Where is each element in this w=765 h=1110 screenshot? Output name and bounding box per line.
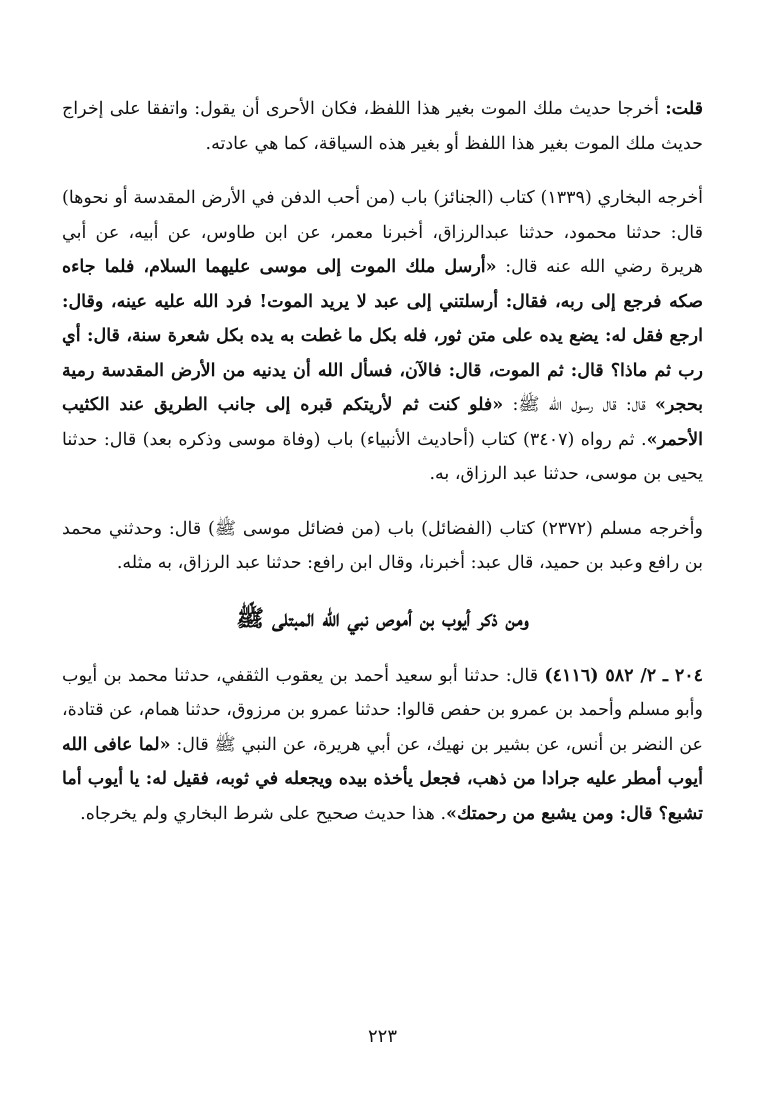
paragraph-author-note [62,92,703,161]
section-heading: ومن ذكر أيوب بن أموص نبي الله المبتلى ﷺ [236,604,529,632]
hadith-text-2: «فلو كنت ثم لأريتكم قبره إلى جانب الطريق عند الكثيب الأحمر» [62,395,703,450]
paragraph-hadith-204 [62,659,703,832]
takhrij-text-3: . ثم رواه (٣٤٠٧) كتاب (أحاديث الأنبياء) باب (وفاة موسى وذكره بعد) قال: حدثنا يحيى بن موسى، حدثنا عبد الرزاق، به. [62,429,703,484]
muslim-text: وأخرجه مسلم (٢٣٧٢) كتاب (الفضائل) باب (من فضائل موسى ﷺ) قال: وحدثني محمد بن رافع وعبد بن حميد، قال عبد: أخبرنا، وقال ابن رافع: حدثنا عبد الرزاق، به مثله. [62,518,703,573]
matn-text: «لما عافى الله أيوب أمطر عليه جرادا من ذهب، فجعل يأخذه بيده ويجعله في ثوبه، فقيل له: يا أيوب أما تشبع؟ قال: ومن يشبع من رحمتك» [62,734,703,824]
isnad-text: قال: حدثنا أبو سعيد أحمد بن يعقوب الثقفي، حدثنا محمد بن أيوب وأبو مسلم وأحمد بن عمرو بن حفص قالوا: حدثنا عمرو بن مرزوق، حدثنا همام، عن قتادة، عن النضر بن أنس، عن بشير بن نهيك، عن أبي هريرة، عن النبي ﷺ قال: [61,665,704,755]
hadith-number: ٢٠٤ ـ ٢/ ٥٨٢ (٤١١٦) [544,665,704,686]
lead-word: قلت: [665,99,703,119]
page-number: ٢٢٣ [367,1026,397,1047]
hadith-text-1: «أرسل ملك الموت إلى موسى عليهما السلام، فلما جاءه صكه فرجع إلى ربه، فقال: أرسلتني إلى عبد لا يريد الموت! فرد الله عليه عينه، وقال: ارجع فقل له: يضع يده على متن ثور، فله بكل ما غطت به يده بكل شعرة سنة، قال: أي رب ثم ماذا؟ قال: ثم الموت، قال: فالآن، فسأل الله أن يدنيه من الأرض المقدسة رمية بحجر» [62,257,703,415]
takhrij-text-2: قال: قال رسول الله ﷺ: [503,395,655,415]
grading-text: . هذا حديث صحيح على شرط البخاري ولم يخرجاه. [80,803,447,824]
paragraph-muslim-takhrij [62,512,703,581]
takhrij-text-1: أخرجه البخاري (١٣٣٩) كتاب (الجنائز) باب (من أحب الدفن في الأرض المقدسة أو نحوها) قال: حدثنا محمود، حدثنا عبدالرزاق، أخبرنا معمر، عن ابن طاوس، عن أبيه، عن أبي هريرة رضي الله عنه قال: [62,188,703,277]
note-text: أخرجا حديث ملك الموت بغير هذا اللفظ، فكان الأحرى أن يقول: واتفقا على إخراج حديث ملك الموت بغير هذا اللفظ أو بغير هذه السياقة، كما هي عادته. [62,99,703,154]
paragraph-bukhari-takhrij [62,181,703,492]
